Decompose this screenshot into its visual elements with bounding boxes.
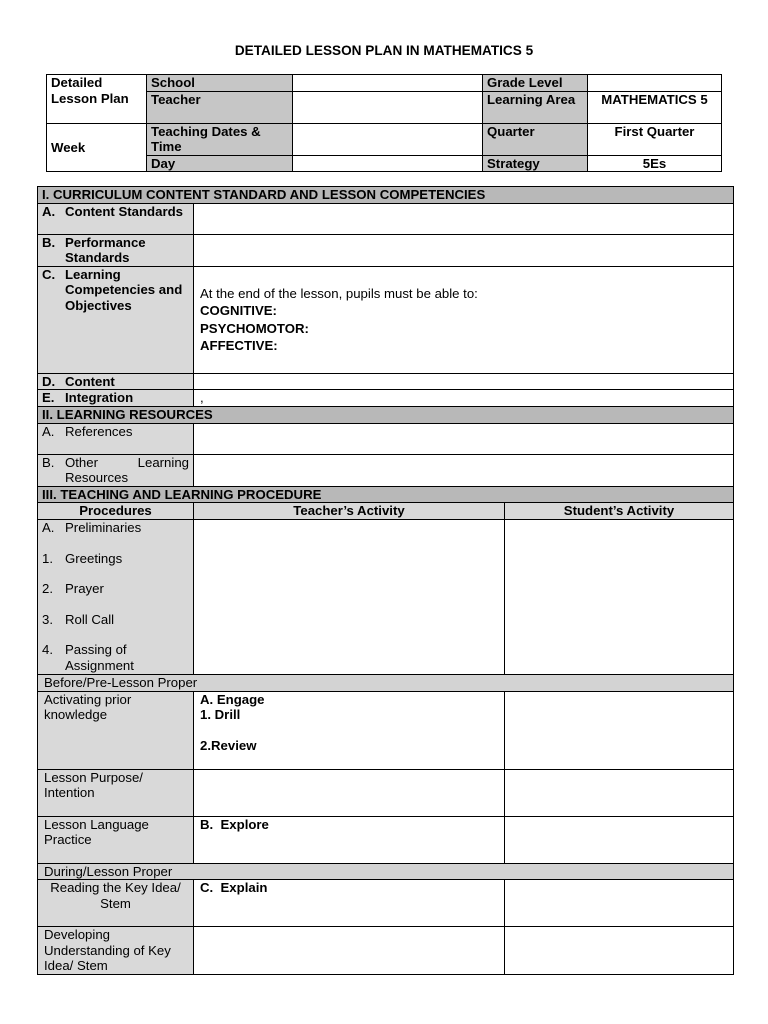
purpose-student-activity[interactable]	[505, 769, 734, 816]
preliminaries-student-activity[interactable]	[505, 519, 734, 674]
content-value[interactable]	[194, 373, 734, 390]
school-label: School	[147, 75, 293, 92]
grade-level-label: Grade Level	[483, 75, 588, 92]
references-label: A. References	[38, 423, 194, 454]
strategy-value: 5Es	[588, 155, 722, 172]
detailed-lesson-plan-label: Detailed Lesson Plan	[47, 75, 147, 124]
quarter-label: Quarter	[483, 123, 588, 155]
quarter-value: First Quarter	[588, 123, 722, 155]
teacher-value[interactable]	[293, 91, 483, 123]
review-label: 2.Review	[200, 737, 257, 753]
preliminaries-teacher-activity[interactable]	[194, 519, 505, 674]
performance-standards-value[interactable]	[194, 234, 734, 266]
activating-knowledge-label: Activating prior knowledge	[38, 691, 194, 769]
developing-understanding-label: Developing Understanding of Key Idea/ Stem	[38, 927, 194, 975]
day-value[interactable]	[293, 155, 483, 172]
content-label: D. Content	[38, 373, 194, 390]
cognitive-label: COGNITIVE:	[200, 303, 277, 319]
page-title: DETAILED LESSON PLAN IN MATHEMATICS 5	[234, 43, 534, 58]
other-resources-label: B. Other Learning Resources	[38, 454, 194, 486]
psychomotor-label: PSYCHOMOTOR:	[200, 320, 309, 336]
section-2-heading: II. LEARNING RESOURCES	[38, 406, 734, 423]
objectives-cell[interactable]	[194, 266, 734, 373]
teaching-dates-label: Teaching Dates & Time	[147, 123, 293, 155]
language-practice-label: Lesson Language Practice	[38, 816, 194, 863]
drill-label: 1. Drill	[200, 707, 241, 723]
explore-teacher-activity[interactable]: B. Explore	[194, 816, 505, 863]
engage-teacher-activity[interactable]	[194, 691, 505, 769]
lesson-purpose-label: Lesson Purpose/ Intention	[38, 769, 194, 816]
affective-label: AFFECTIVE:	[200, 338, 278, 354]
teacher-label: Teacher	[147, 91, 293, 123]
before-lesson-heading: Before/Pre-Lesson Proper	[38, 674, 734, 691]
day-label: Day	[147, 155, 293, 172]
procedures-column-header: Procedures	[38, 503, 194, 520]
content-standards-value[interactable]	[194, 203, 734, 234]
explain-teacher-activity[interactable]: C. Explain	[194, 880, 505, 927]
engage-student-activity[interactable]	[505, 691, 734, 769]
other-resources-value[interactable]	[194, 454, 734, 486]
lesson-plan-table	[37, 186, 734, 975]
learning-area-value: MATHEMATICS 5	[588, 91, 722, 123]
school-value[interactable]	[293, 75, 483, 92]
student-activity-column-header: Student’s Activity	[505, 503, 734, 520]
objectives-intro: At the end of the lesson, pupils must be able to:	[200, 285, 478, 301]
section-1-heading: I. CURRICULUM CONTENT STANDARD AND LESSON COMPETENCIES	[38, 187, 734, 204]
explore-student-activity[interactable]	[505, 816, 734, 863]
developing-student-activity[interactable]	[505, 927, 734, 975]
grade-level-value[interactable]	[588, 75, 722, 92]
during-lesson-heading: During/Lesson Proper	[38, 863, 734, 880]
section-3-heading: III. TEACHING AND LEARNING PROCEDURE	[38, 486, 734, 503]
purpose-teacher-activity[interactable]	[194, 769, 505, 816]
integration-label: E. Integration	[38, 390, 194, 407]
explain-student-activity[interactable]	[505, 880, 734, 927]
integration-value[interactable]: ,	[194, 390, 734, 407]
references-value[interactable]	[194, 423, 734, 454]
reading-key-idea-label: Reading the Key Idea/ Stem	[38, 880, 194, 927]
week-label: Week	[47, 123, 147, 172]
performance-standards-label: B. Performance Standards	[38, 234, 194, 266]
content-standards-label: A. Content Standards	[38, 203, 194, 234]
header-table	[46, 74, 722, 172]
learning-area-label: Learning Area	[483, 91, 588, 123]
learning-competencies-label: C. Learning Competencies and Objectives	[38, 266, 194, 373]
preliminaries-cell: A. Preliminaries 1. Greetings 2. Prayer 3. Roll Call 4. Passing of Assignment	[38, 519, 194, 674]
strategy-label: Strategy	[483, 155, 588, 172]
developing-teacher-activity[interactable]	[194, 927, 505, 975]
teaching-dates-value[interactable]	[293, 123, 483, 155]
teacher-activity-column-header: Teacher’s Activity	[194, 503, 505, 520]
engage-label: A. Engage	[200, 691, 265, 707]
